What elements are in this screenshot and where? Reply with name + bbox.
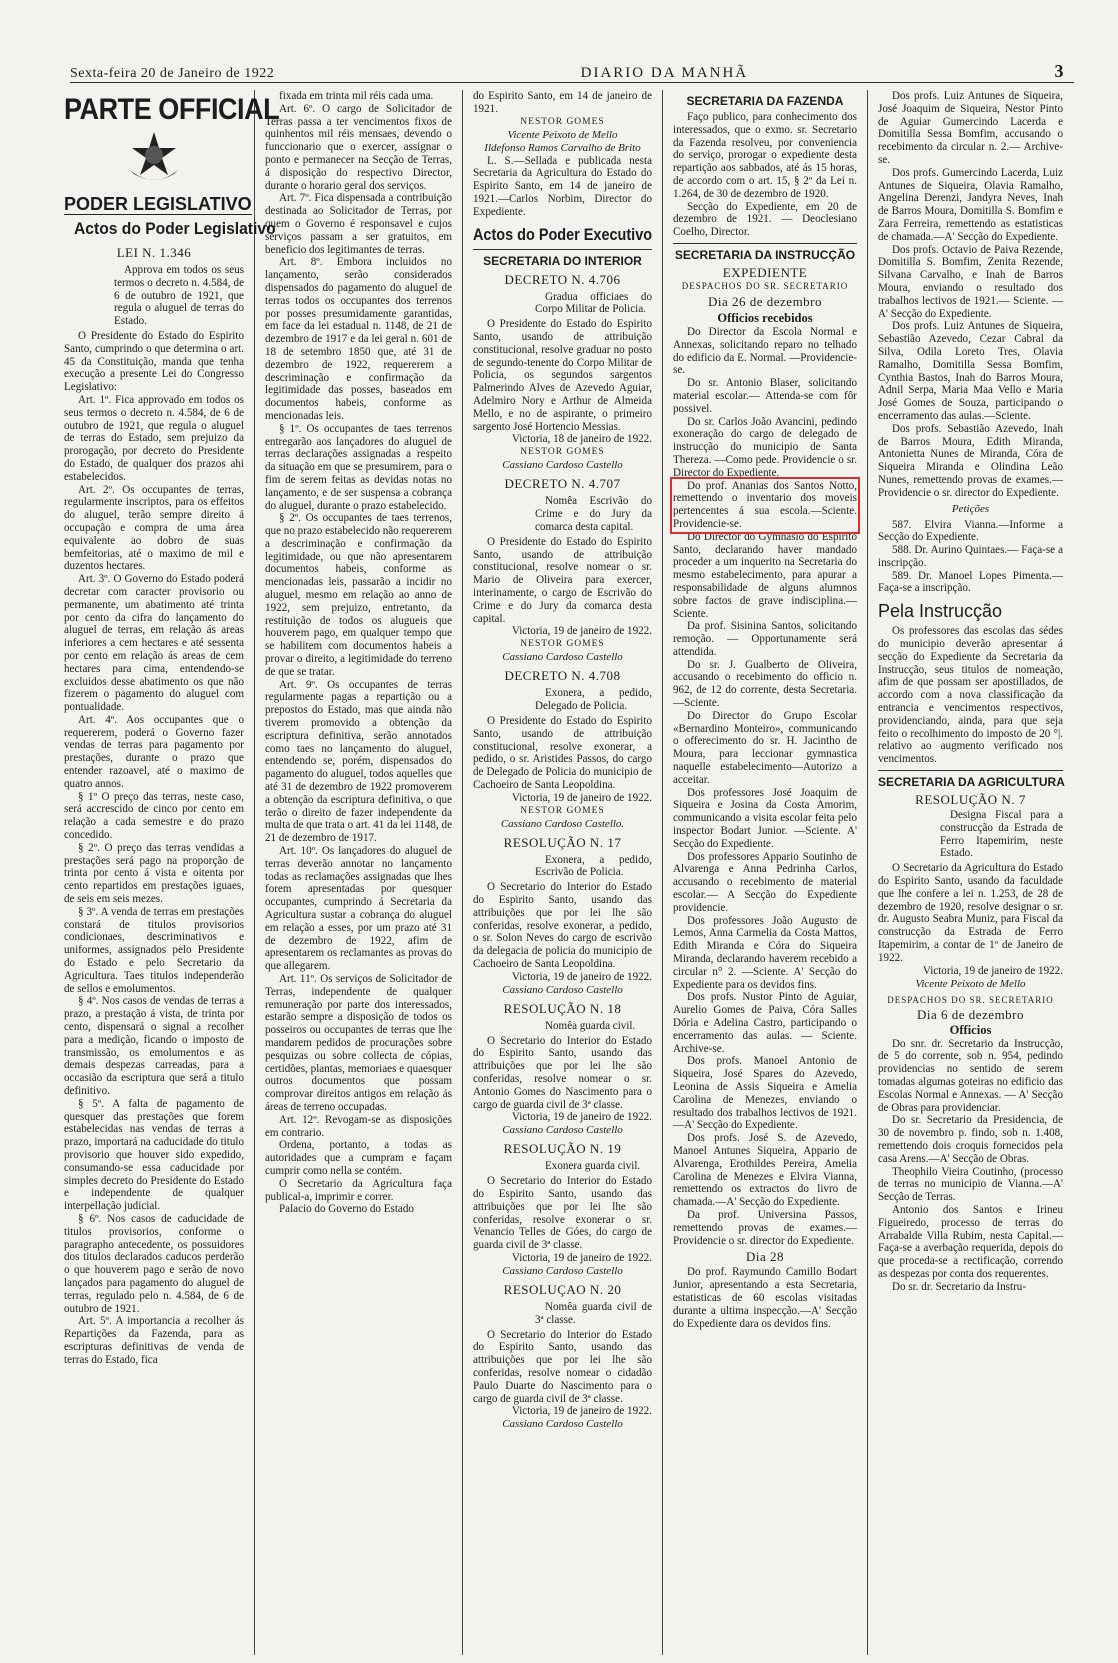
paragraph: Art. 11º. Os serviços de Solicitador de Terras, independente de qualquer remuneração por parte dos interessados, estarão sempre a disposição de todos os posseiros ou occupantes de terras que lhe mandarem pedidos de procurações sobre pesquizas ou sobre collecta de cópias, certidões, plantas, memoriaes e quaesquer outros documentos que possam comprovar direitos antigos em relação ás áreas de terreno occupadas. — [265, 972, 452, 1113]
officios-heading: Officios recebidos — [717, 310, 813, 325]
law-articles — [265, 90, 452, 1216]
exec-heading: Actos do Poder Executivo — [473, 224, 653, 244]
signature: NESTOR GOMES — [520, 805, 605, 816]
signature: NESTOR GOMES — [520, 639, 605, 650]
day-heading: Dia 26 de dezembro — [707, 293, 823, 309]
day-heading: Dia 28 — [745, 1249, 785, 1265]
paragraph: Dos profs. Luiz Antunes de Siqueira, José Joaquim de Siqueira, Nestor Pinto de Aguiar Gumercindo Lacerda e Domitilla Sessa Bomfim, accusando o recebimento da circular n. 2.— Archive-se. — [878, 90, 1063, 166]
paragraph: Dos profs. Gumercindo Lacerda, Luiz Antunes de Siqueira, Olavia Ramalho, Angelina Derenzi, Jandyra Neves, Inah de Barros Moura, Domitilla S. Bomfim e Zara Ferreira, remettendo as estatisticas de chamada.—A' Secção do Expediente. — [878, 166, 1063, 243]
paragraph: Do sr. J. Gualberto de Oliveira, accusando o recebimento do officio n. 962, de 12 do corrente, desta Secretaria.—Sciente. — [673, 658, 857, 710]
decree-summary: Nomêa Escrivão do Crime e do Jury da comarca desta capital. — [535, 495, 652, 533]
paragraph: Do prof. Raymundo Camillo Bodart Junior, apresentando a esta Secretaria, estatisticas de 60 escolas visitadas durante a ultima inspecção.—A' Secção do Expediente dara os devidos fins. — [673, 1266, 857, 1330]
paragraph: Dos profs. Sebastião Azevedo, Inah de Barros Moura, Edith Miranda, Antonietta Nunes de Miranda, Córa de Siqueira Miranda e Olindina Leão Nunes, remettendo provas de exames.— Providencie o sr. director do Expediente. — [878, 422, 1063, 499]
signature: Cassiano Cardoso Castello — [502, 983, 623, 996]
decree-date: Victoria, 19 de janeiro de 1922. — [511, 625, 652, 638]
paragraph: do Espirito Santo, em 14 de janeiro de 1921. — [473, 90, 652, 115]
columns — [54, 90, 1098, 1655]
paragraph: O Secretario do Interior do Estado do Espirito Santo, usando das attribuições que por lei lhe são conferidas, resolve exonerar o sr. Venancio Telles de Góes, do cargo de guarda civil de 3ª classe. — [473, 1175, 652, 1252]
paragraph: Do Director da Escola Normal e Annexas, solicitando reparo no telhado do edificio da E. Normal. —Providencie-se. — [673, 325, 857, 377]
despachos-heading: DESPACHOS DO SR. SECRETARIO — [681, 280, 849, 291]
decree-summary: Gradua officiaes do Corpo Militar de Policia. — [535, 290, 652, 316]
paragraph: § 5º. A falta de pagamento de quesquer das prestações que forem estabelecidas nas vendas de terras a prazo, importará na caducidade do titulo provisorio que houver sido expedido, consumando-se essa caducidade por simples decreto do Presidente do Estado e independente de qualquer interpellação judicial. — [64, 1097, 244, 1213]
resolution-date: Victoria, 19 de janeiro de 1922. — [511, 1111, 652, 1124]
paragraph: 587. Elvira Vianna.—Informe a Secção do Expediente. — [878, 518, 1063, 544]
resolution-title: RESOLUÇAO N. 20 — [503, 1282, 622, 1298]
signature: Cassiano Cardoso Castello — [502, 1418, 623, 1431]
subsection-title: PODER LEGISLATIVO — [64, 194, 252, 214]
resolution-title: RESOLUÇÃO N. 19 — [503, 1141, 622, 1157]
decree-title: DECRETO N. 4.706 — [504, 271, 621, 287]
secretaria-heading: SECRETARIA DA AGRICULTURA — [878, 770, 1063, 789]
paragraph: Art. 1º. Fica approvado em todos os seus termos o decreto n. 4.584, de 6 de outubro de 1921, que regula o aluguel de terras do Estado, sem prejuizo da prorogação, por decreto do Presidente do Estado, de qualquer dos prazos ahi estabelecidos. — [64, 393, 244, 483]
paragraph: Dos profs. Octavio de Paiva Rezende, Domitilla S. Bomfim, Zenita Rezende, Silvana Carvalho, e Inah de Barros Moura, enviando o resultado dos trabalhos lectivos de 1921.— Sciente. —A' Secção do Expediente. — [878, 243, 1063, 320]
paragraph: Art. 12º. Revogam-se as disposições em contrario. — [265, 1113, 452, 1139]
peticoes-heading: Petições — [951, 502, 990, 515]
column-1 — [54, 90, 280, 1655]
signature: Ildefonso Ramos Carvalho de Brito — [484, 141, 641, 154]
paragraph: Ordena, portanto, a todas as autoridades que a cumpram e façam cumprir como nella se contém. — [265, 1139, 452, 1177]
officios-list — [673, 531, 857, 1248]
paragraph: Art. 3º. O Governo do Estado poderá decretar com caracter provisorio ou permanente, um abatimento até trinta por cento da cifra do lançamento do aluguel de terras, em relação ás areas inferiores a cem hectares e até sessenta por cento em relação ás areas de cem hectares para cima, entendendo-se excluidos desse abatimento os que não fizerem o pagamento do aluguel com pontualidade. — [64, 573, 244, 714]
officios-list — [878, 90, 1063, 500]
paragraph: § 1º O preço das terras, neste caso, será accrescido de cinco por cento em relação a cada semestre e do prazo concedido. — [64, 790, 244, 842]
despachos-heading: DESPACHOS DO SR. SECRETARIO — [887, 994, 1054, 1005]
expediente-heading: EXPEDIENTE — [722, 264, 808, 280]
secretaria-heading: SECRETARIA DA INSTRUCÇÃO — [673, 243, 857, 262]
paragraph: Art. 5º. A importancia a recolher ás Repartições da Fazenda, para as escripturas definitivas de venda de terras do Estado, fica — [64, 1315, 244, 1366]
signature: Vicente Peixoto de Mello — [915, 977, 1026, 990]
paragraph: § 2º. Os occupantes de taes terrenos, que no prazo estabelecido não requererem a descriminação e confirmação da legitimidade, ou que não apresentarem documentos habeis, conforme as mencionadas leis, passarão a incidir no aluguel, mesmo em relação ao anno de 1922, sem prejuizo, entretanto, da restituição de todos os alugueis que houverem pago, em qualquer tempo que se habilitem com documentos habeis a provar o direito, a legitimidade do terreno de que se tratar. — [265, 512, 452, 678]
paragraph: O Presidente do Estado do Espirito Santo, usando de attribuição constitucional, resolve exonerar, a pedido, o sr. Aristides Passos, do cargo de Delegado de Policia do municipio de Cachoeiro de Santa Leopoldina. — [473, 714, 652, 791]
paragraph: Art. 2º. Os occupantes de terras, regularmente inscriptos, para os effeitos do aluguel, terão sempre direito á occupação e compra de uma área equivalente ao dobro de suas bemfeitorias, até o maximo de mil e duzentos hectares. — [64, 483, 244, 573]
paragraph: § 2º. O preço das terras vendidas a prestações será pago na proporção de trinta por cento á vista e oitenta por cento repartidos em prestações iguaes, de seis em seis mezes. — [64, 841, 244, 906]
paragraph: Secção do Expediente, em 20 de dezembro de 1921. — Deoclesiano Coelho, Director. — [673, 200, 857, 239]
paragraph: Do snr. dr. Secretario da Instrucção, de 5 do corrente, sob n. 954, pedindo providencias no sentido de serem tomadas algumas goteiras no edificio das Escolas Normal e Annexas. — A' Secção de Obras para providenciar. — [878, 1037, 1063, 1114]
peticoes-list — [878, 519, 1063, 596]
paragraph: Art. 4º. Aos occupantes que o requererem, poderá o Governo fazer vendas de terras para pagamento por prestações, durante o prazo que entender razoavel, até o maximo de quatro annos. — [64, 713, 244, 790]
page-number: 3 — [1054, 61, 1064, 81]
paragraph: Dos profs. Nustor Pinto de Aguiar, Aurelio Gomes de Paiva, Córa Salles Dória e Adelina Castro, participando o encerramento das aulas. — Sciente. Archive-se. — [673, 991, 857, 1055]
paragraph: O Presidente do Estado do Espirito Santo, usando de attribuição constitucional, resolve graduar no posto de segundo-tenente do Corpo Militar de Policia, os segundos sargentos Palmerindo Alves de Azevedo Aguiar, Adelmiro Nory e Arthur de Almeida Mello, e no de aspirante, o primeiro sargento José Hortencio Messias. — [473, 318, 652, 433]
paragraph: O Secretario da Agricultura do Estado do Espirito Santo, usando da faculdade que lhe confere a lei n. 1.253, de 28 de dezembro de 1920, resolve designar o sr. dr. Augusto Seabra Muniz, para Fiscal da construcção da Estrada de Ferro Itapemirim, a contar de 1º de Janeiro de 1922. — [878, 862, 1063, 964]
column-3 — [462, 90, 662, 1655]
paragraph: § 3º. A venda de terras em prestações constará de titulos provisorios condicionaes, descriminativos e uniformes, assignados pelo Presidente do Estado e pelo Secretario da Agricultura. Taes titulos independerão de sellos e emolumentos. — [64, 905, 244, 995]
paragraph: Art. 10º. Os lançadores do aluguel de terras deverão annotar no lançamento todas as reclamações assignadas que lhes forem apresentadas por quesquer occupantes, cumprindo á Secretaria da Agricultura sustar a cobrança do aluguel em relação a esses, por um prazo até 31 de dezembro de 1922, afim de apresentarem os reclamantes as provas do que allegarem. — [265, 845, 452, 973]
signature: NESTOR GOMES — [520, 116, 605, 127]
paragraph: Os professores das escolas das sédes do municipio deverão apresentar á secção do Expediente da Secretaria da Instrucção, seus titulos de nomeação, afim de que possam ser apostillados, de accordo com a nova classificação da entrancia e vencimentos respectivos, providenciando, ainda, para que seja feito o recolhimento do imposto de 20 °|. relativo ao augmento verificado nos vencimentos. — [878, 625, 1063, 766]
paragraph: Dos professores Appario Soutinho de Alvarenga e Anna Pedrinha Carlos, accusando o recebimento de material escolar.— A Secção do Expediente providencie. — [673, 850, 857, 914]
paragraph: Da prof. Sisinina Santos, solicitando remoção. — Opportunamente será attendida. — [673, 620, 857, 658]
paragraph: Dos professores José Joaquim de Siqueira e Josina da Costa Amorim, communicando a visita escolar feita pelo inspector Bodart Junior. —Sciente. A' Secção do Expediente. — [673, 786, 857, 850]
paragraph: Do sr. Carlos João Avancini, pedindo exoneração do cargo de delegado de instrucção do municipio de Santa Thereza. —Como pede. Providencie o sr. Director do Expediente. — [673, 415, 857, 479]
newspaper-name: DIARIO DA MANHÃ — [580, 65, 749, 81]
column-2 — [254, 90, 462, 1655]
officios-heading: Officios — [949, 1022, 992, 1037]
paragraph: Dos profs. Luiz Antunes de Siqueira, Sebastião Azevedo, Cezar Cabral da Silva, Odila Loreto Tres, Olavia Ramalho, Domitilla Sessa Bomfim, Cynthia Bastos, Inah do Barros Moura, Adnil Serpa, Maria Maa Vello e Maria José Gomes de Souza, participando o encerramento das aulas.—Sciente. — [878, 320, 1063, 422]
highlighted-item: Do prof. Ananias dos Santos Notto, remettendo o inventario dos moveis pertencentes á sua escola.—Sciente. Providencie-se. — [673, 479, 857, 530]
day-heading: Dia 6 de dezembro — [916, 1006, 1025, 1022]
resolution-summary: Designa Fiscal para a construcção da Estrada de Ferro Itapemirim, neste Estado. — [940, 809, 1063, 860]
signature: Cassiano Cardoso Castello — [502, 651, 623, 664]
section-title: PARTE OFFICIAL — [64, 93, 280, 126]
paragraph: Do sr. Secretario da Presidencia, de 30 de novembro p. findo, sob n. 1.408, remettendo dois croquis fornecidos pela casa Arens.—A' Secção de Obras. — [878, 1114, 1063, 1165]
paragraph: Palacio do Governo do Estado — [279, 1203, 414, 1216]
paragraph: Da prof. Universina Passos, remettendo provas de exames.— Providencie o sr. director do Expediente. — [673, 1208, 857, 1247]
law-text — [64, 330, 244, 1367]
resolution-summary: Nomêa guarda civil de 3ª classe. — [535, 1301, 652, 1326]
signature: Cassiano Cardoso Castello. — [500, 817, 625, 830]
paragraph: Theophilo Vieira Coutinho, (processo de terras no municipio de Vianna.—A' Secção de Terras. — [878, 1165, 1063, 1204]
resolution-summary: Exonera, a pedido, Escrivão de Policia. — [535, 853, 652, 879]
column-4 — [662, 90, 867, 1655]
officios-list — [673, 326, 857, 480]
paragraph: Art. 9º. Os occupantes de terras regularmente pagas a repartição ou a prepostos do Estado, mas que ainda não tiverem promovido a obtenção da escriptura definitiva, serão annotados como taes no lançamento do aluguel, entendendo se, porém, dispensados do pagamento do aluguel, todos aquelles que até 31 de dezembro de 1922 promoverem a obtenção da escriptura definitiva, o que terão o direito de fazer independente da multa de que trata o art. 41 da lei 1148, de 21 de dezembro de 1917. — [265, 678, 452, 845]
paragraph: O Presidente do Estado do Espirito Santo, cumprindo o que determina o art. 45 da Constituição, manda que tenha execução a presente Lei do Congresso Legislativo: — [64, 329, 244, 394]
paragraph: 589. Dr. Manoel Lopes Pimenta.—Faça-se a inscripção. — [878, 569, 1063, 595]
pela-instrucao-heading: Pela Instrucção — [878, 601, 1003, 622]
decree-title: DECRETO N. 4.707 — [504, 476, 621, 492]
secretaria-heading: SECRETARIA DO INTERIOR — [473, 249, 652, 268]
paragraph: Do sr. Antonio Blaser, solicitando material escolar.— Attenda-se com fôr possivel. — [673, 377, 857, 415]
law-summary: Approva em todos os seus termos o decreto n. 4.584, de 6 de outubro de 1921, que regula o aluguel de terras do Estado. — [114, 264, 244, 328]
resolution-title: RESOLUÇÃO N. 18 — [503, 1000, 622, 1016]
resolution-title: RESOLUÇÃO N. 7 — [915, 792, 1026, 808]
paragraph: fixada em trinta mil réis cada uma. — [279, 90, 434, 102]
resolution-title: RESOLUÇÃO N. 17 — [503, 834, 622, 850]
resolution-summary: Nomêa guarda civil. — [545, 1019, 636, 1032]
paragraph: Do Director do Grupo Escolar «Bernardino Monteiro», communicando o offerecimento do sr. H. Jacintho de Moura, para leccionar gymnastica naquelle estabelecimento—Autorizo a acceitar. — [673, 709, 857, 786]
signature: Cassiano Cardoso Castello — [502, 1124, 623, 1137]
paragraph: § 1º. Os occupantes de taes terrenos entregarão aos lançadores do aluguel de terras declarações assignadas a respeito da situação em que se presumirem, para o fim de serem feitas as devidas notas no lançamento, e de ser suspensa a cobrança do aluguel, durante o prazo estabelecido. — [265, 422, 452, 512]
paragraph: Faço publico, para conhecimento dos interessados, que o exmo. sr. Secretario da Fazenda resolveu, por conveniencia do serviço, prorogar o expediente desta repartição aos sabbados, até ás 15 horas, de accordo com o art. 15, § 2º da Lei n. 1.264, de 30 de dezembro de 1920. — [673, 111, 857, 200]
law-number: LEI N. 1.346 — [116, 245, 192, 260]
acts-heading: Actos do Poder Legislativo — [74, 219, 276, 238]
resolution-date: Victoria, 19 de janeiro de 1922. — [511, 1405, 652, 1418]
paragraph: Do Director do Gymnasio do Espirito Santo, declarando haver mandado proceder a um inquerito na Secretaria do mesmo estabelecimento, para apurar a responsabilidade de alguns alumnos sobre factos de grave indisciplina.—Sciente. — [673, 530, 857, 620]
masthead — [70, 60, 1074, 83]
paragraph: O Secretario do Interior do Estado do Espirito Santo, usando das attribuições que por lei lhe são conferidas, resolve nomear o cidadão Paulo Duarte do Nascimento para o cargo de guarda civil de 3ª classe. — [473, 1328, 652, 1405]
paragraph: 588. Dr. Aurino Quintaes.— Faça-se a inscripção. — [878, 544, 1063, 569]
secretaria-heading: SECRETARIA DA FAZENDA — [686, 94, 844, 108]
signature: Cassiano Cardoso Castello — [502, 1265, 623, 1278]
paragraph: Art. 7º. Fica dispensada a contribuição destinada ao Solicitador de Terras, por quem o Governo é responsavel e cujos serviços passam a ser gratuitos, em beneficio dos legitimantes de terras. — [265, 192, 452, 256]
decree-title: DECRETO N. 4.708 — [504, 668, 621, 684]
paragraph: § 6º. Nos casos de caducidade de titulos provisorios, conforme o paragrapho antecedente, os possuidores dos titulos declarados caducos perderão o que houverem pago e serão de novo lançados para pagamento do aluguel de terras, regulado pelo n. 4.584, de 6 de outubro de 1921. — [64, 1212, 244, 1315]
resolution-date: Victoria, 19 de janeiro de 1922. — [922, 964, 1063, 977]
decree-summary: Exonera, a pedido, Delegado de Policia. — [535, 687, 652, 713]
issue-date: Sexta-feira 20 de Janeiro de 1922 — [70, 66, 275, 81]
coat-of-arms-icon — [64, 130, 244, 186]
paragraph: O Presidente do Estado do Espirito Santo, usando de attribuição constitucional, resolve nomear o sr. Mario de Oliveira para exercer, interinamente, o cargo de Escrivão do Crime e do Jury da comarca desta capital. — [473, 535, 652, 625]
paragraph: Art. 6º. O cargo de Solicitador de Terras passa a ter vencimentos fixos de quinhentos mil réis mensaes, devendo o funccionario que o exercer, assignar o ponto e permanecer na Secção de Terras, á disposição do respectivo Director, durante o horario geral dos serviços. — [265, 102, 452, 192]
column-5 — [867, 90, 1073, 1655]
paragraph: L. S.—Sellada e publicada nesta Secretaria da Agricultura do Estado do Espirito Santo, em 14 de janeiro de 1921.—Carlos Norbim, Director do Expediente. — [473, 154, 652, 218]
signature: Cassiano Cardoso Castello — [502, 459, 623, 472]
paragraph: Dos profs. José S. de Azevedo, Manoel Antunes Siqueira, Appario de Alvarenga, Erothildes Pereira, Amelia Carolina de Menezes e Elvira Vianna, remettendo os extractos do livro de chamada.—A' Secção do Expediente. — [673, 1132, 857, 1209]
paragraph: Dos profs. Manoel Antonio de Siqueira, José Spares do Azevedo, Leonina de Assis Siqueira e Amelia Carolina de Menezes, enviando o resultado dos trabalhos lectivos de 1921.—A' Secção do Expediente. — [673, 1055, 857, 1132]
resolution-date: Victoria, 19 de janeiro de 1922. — [511, 1252, 652, 1265]
signature: Vicente Peixoto de Mello — [507, 128, 618, 141]
paragraph: Art. 8º. Embora incluidos no lançamento, serão considerados dispensados do pagamento do aluguel de terras todos os occupantes dos terrenos por posses presumidamente garantidas, em face da lei estadual n. 1148, de 21 de dezembro de 1917 e da lei geral n. 601 de 18 de setembro 1850 que, até 31 de dezembro de 1922, requererem a descriminação e confirmação da legitimidade das posses, baseados em documentos habeis, conforme as mencionadas leis. — [265, 256, 452, 422]
paragraph: Do sr. dr. Secretario da Instru- — [892, 1280, 1027, 1293]
officios-list — [878, 1038, 1063, 1294]
resolution-date: Victoria, 19 de janeiro de 1922. — [511, 970, 652, 983]
signature: NESTOR GOMES — [520, 447, 605, 458]
paragraph: O Secretario do Interior do Estado do Espirito Santo, usando das attribuições que por lei lhe são conferidas, resolve exonerar, a pedido, o sr. Solon Neves do cargo de escrivão da delegacia de policia do municipio de Cachoeiro de Santa Leopoldina. — [473, 881, 652, 971]
decree-date: Victoria, 19 de janeiro de 1922. — [511, 791, 652, 804]
paragraph: § 4º. Nos casos de vendas de terras a prazo, a prestação á vista, de trinta por cento, dispensará o signal a recolher para a medição, ficando o imposto de transmissão, os emolumentos e as demais despezas carreadas, para a occasião da escriptura que será a titulo definitivo. — [64, 995, 244, 1097]
paragraph: O Secretario da Agricultura faça publical-a, imprimir e correr. — [265, 1177, 452, 1203]
decree-date: Victoria, 18 de janeiro de 1922. — [511, 433, 652, 446]
paragraph: Dos professores João Augusto de Lemos, Anna Carmelia da Costa Mattos, Edith Miranda e Córa do Siqueira Miranda, declarando haverem recebido a circular n° 2. —Sciente. A' Secção do Expediente para os devidos fins. — [673, 914, 857, 991]
paragraph: Antonio dos Santos e Irineu Figueiredo, processo de terras do Arrabalde Villa Rubim, nesta Capital.—Faça-se a averbação requerida, depois do que proceda-se a rectificação, correndo as despezas por conta dos requerentes. — [878, 1203, 1063, 1280]
resolution-summary: Exonera guarda civil. — [545, 1160, 641, 1173]
paragraph: O Secretario do Interior do Estado do Espirito Santo, usando das attribuições que por lei lhe são conferidas, resolve nomear o sr. Antonio Gomes do Nascimento para o cargo de guarda civil de 3ª classe. — [473, 1034, 652, 1111]
